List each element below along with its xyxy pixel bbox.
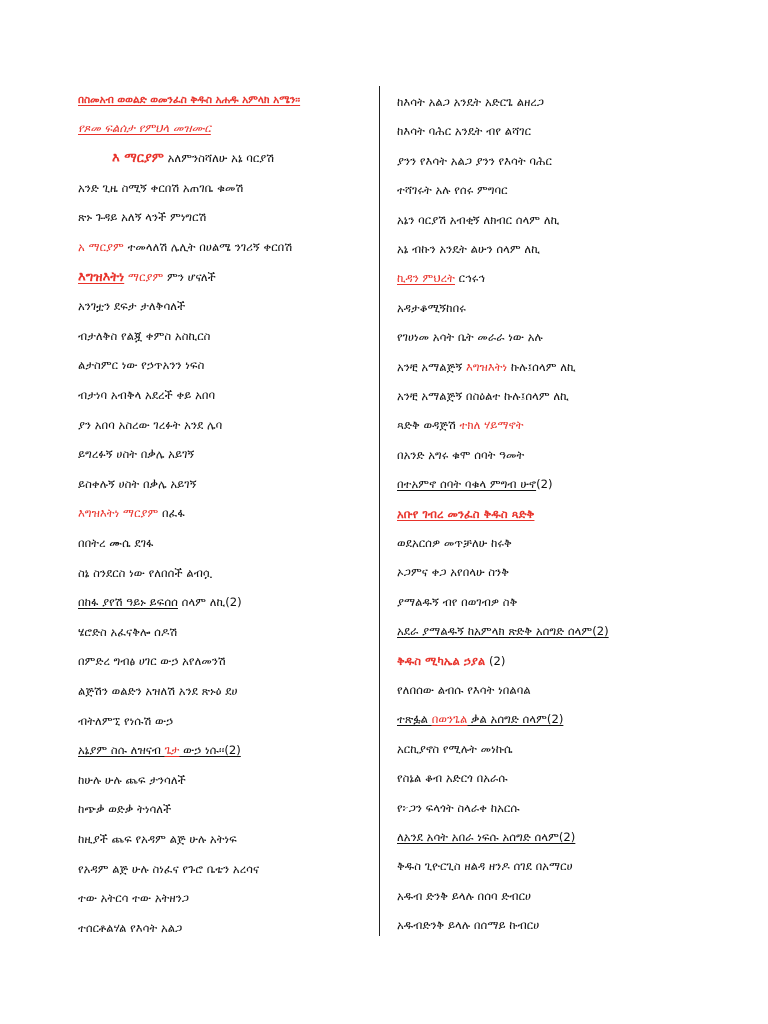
- verse-text: በበትረ ሙሴ ደገፋ: [78, 536, 154, 550]
- verse-line: [78, 801, 171, 817]
- verse-line: [397, 829, 575, 845]
- verse-text: ለአንደ አሳት አበራ ነፍሱ አሰግድ ሰላም(2): [397, 830, 576, 844]
- verse-line: [397, 506, 534, 522]
- verse-line: [78, 239, 292, 255]
- verse-line: [78, 476, 197, 492]
- verse-line: [78, 209, 206, 225]
- verse-text: ያማልዱኝ ብየ በወገብዎ ስቅ: [397, 594, 518, 609]
- verse-line: [78, 269, 216, 286]
- verse-text: ጌታ: [164, 743, 180, 758]
- verse-text: ርኅሩኅ: [455, 271, 485, 286]
- verse-line: [78, 417, 222, 433]
- verse-text: የጾመ ፍልሰታ የምህላ መዝሙር: [78, 120, 211, 135]
- verse-text: ኦጋምና ቀጋ አየበላሁ ስንቅ: [397, 565, 509, 580]
- verse-text: አኔያም ስሱ ለዝናብ: [78, 743, 165, 758]
- verse-text: ውኃ ነሱ፡፡(2): [179, 743, 241, 758]
- verse-text: ተመላለሽ ሌሊት በሀልሜ ንገሪኝ ቀርበሽ: [123, 240, 293, 254]
- verse-text: በከፋ ያየሽ ዓይኑ ይፍሰሰ: [78, 595, 178, 610]
- verse-text: ተሻገሩት አሉ የሰሩ ምግባር: [397, 183, 508, 198]
- verse-text: የአዳም ልጅ ሁሉ ስነፈና የጉሮ ቤቴን አረሳና: [78, 861, 260, 876]
- verse-line: [397, 711, 563, 727]
- verse-text: ሄሮድስ አፈናቅሎ ሰዶሽ: [78, 624, 178, 639]
- verse-text: እግዝእትነ: [78, 269, 125, 285]
- verse-line: [397, 241, 540, 257]
- verse-text: በፈፋ: [158, 506, 185, 521]
- verse-text: አዱብድንቅ ይላሉ በሰማይ ኩብርሀ: [397, 918, 540, 933]
- verse-text: አዳታቆሚኝከበሩ: [397, 300, 466, 315]
- verse-text: ልጅሽን ወልድን አዝለሽ አንደ ጽኑዕ ደሀ: [78, 684, 238, 698]
- verse-text: የ፦ጋን ፍላጎት ስላራቀ ከአርሱ: [397, 800, 520, 815]
- verse-text: የለበሰው ልብሱ የእሳት ነበልባል: [397, 683, 531, 697]
- verse-line: [397, 329, 543, 345]
- verse-line: [397, 447, 524, 463]
- verse-text: በወንጌል: [431, 712, 468, 727]
- verse-line: [397, 476, 553, 492]
- verse-line: [397, 300, 466, 316]
- verse-text: ይግረፉኝ ሀስት በቃሌ አይገኝ: [78, 447, 195, 462]
- verse-line: [78, 653, 226, 669]
- verse-text: አርኪያኖስ የሚሉት መነኩሴ: [397, 741, 513, 756]
- verse-text: አደራ ያማልዱኝ ከአምላክ ጽድቅ አሰግድ ሰላም(2): [397, 624, 609, 639]
- verse-line: [397, 770, 508, 786]
- verse-line: [397, 270, 485, 286]
- verse-text: አኔን ባርያሽ አብቂኝ ለክብር ሰላም ለኪ: [397, 212, 560, 227]
- verse-text: እ ማርያም: [112, 151, 164, 167]
- verse-line: [78, 890, 189, 906]
- verse-line: [78, 742, 241, 758]
- verse-line: [397, 123, 531, 139]
- verse-text: ተጽፏል: [397, 712, 432, 727]
- verse-line: [78, 505, 185, 521]
- verse-text: ተሰርቶልሃል የእሳት አልጋ: [78, 920, 183, 935]
- verse-line: [397, 858, 573, 874]
- verse-text: ልታስምር ነው የኃጥአንን ነፍስ: [78, 358, 205, 373]
- verse-text: ሰላም ለኪ(2): [177, 595, 242, 610]
- verse-text: (2): [485, 653, 506, 668]
- verse-text: ማርያም: [124, 269, 164, 284]
- verse-text: አቡየ ገብረ መንፈስ ቅዱስ ጻድቅ: [397, 506, 535, 521]
- verse-text: የስኔል ቆብ አድርጎ በአራሱ: [397, 771, 508, 786]
- verse-line: [78, 772, 186, 788]
- verse-line: [78, 713, 173, 729]
- verse-text: በተአምኖ ሰባት ባቁላ ምግብ ሁኖ: [397, 477, 537, 492]
- verse-line: [78, 920, 182, 936]
- verse-text: ከእሳት አልጋ አንዴት አድርጌ ልዘረጋ: [397, 95, 545, 109]
- verse-text: ከጭቃ ወድቃ ትነሳለች: [78, 802, 172, 817]
- verse-text: ጽኑ ጉዳይ አለኝ ላንች ምነግርሽ: [78, 210, 207, 225]
- verse-text: ተው አትርሳ ተው አትዘንጋ: [78, 891, 189, 906]
- column-divider: [379, 86, 380, 936]
- verse-line: [78, 387, 215, 403]
- verse-text: አዱብ ድንቅ ይላሉ በሰባ ድብርሀ: [397, 888, 532, 903]
- verse-line: [78, 446, 194, 462]
- verse-line: [78, 180, 243, 196]
- verse-text: (2): [536, 477, 553, 492]
- verse-line: [78, 594, 242, 610]
- verse-text: በምድረ ግብፅ ሀገር ውኃ አየለመንሽ: [78, 654, 226, 669]
- verse-text: በስመአብ ወወልድ ወመንፈስ ቅዱስ አሐዱ አምላክ አሜን፡፡: [78, 94, 301, 106]
- verse-line: [397, 564, 509, 580]
- verse-text: የገሀነመ አሳት ቤት መራራ ነው አሉ: [397, 330, 543, 345]
- verse-line: [78, 120, 211, 136]
- verse-text: ቅዱስ ሚካኤል ኃያል: [397, 653, 486, 668]
- verse-text: አንገቷን ደፍታ ታለቅሳለች: [78, 299, 186, 314]
- verse-line: [78, 861, 259, 877]
- verse-text: ወደአርሰዎ መጥቻለሁ ከሩቅ: [397, 536, 512, 550]
- verse-line: [78, 298, 185, 314]
- verse-line: [397, 800, 520, 816]
- verse-line: [397, 888, 531, 904]
- verse-text: ብታለቅስ የልጇ ቀምስ አስኪርስ: [78, 328, 211, 343]
- verse-text: እግዝእትነ ማርያም: [78, 506, 159, 521]
- verse-line: [397, 94, 544, 110]
- verse-line: [397, 182, 508, 198]
- verse-line: [78, 535, 153, 551]
- verse-line: [397, 388, 569, 404]
- verse-text: ከዚያች ጨፍ የአዳም ልጅ ሁሉ አትነፍ: [78, 832, 237, 846]
- verse-text: ቅዱስ ጊዮርጊስ ዘልዳ ዘንዶ ሰገደ በአማርሀ: [397, 859, 573, 874]
- verse-text: ኪዳን ምህረት: [397, 271, 455, 286]
- verse-text: አለምንስሻለሁ አኔ ባርያሽ: [163, 151, 275, 166]
- verse-line: [78, 91, 300, 108]
- verse-line: [78, 831, 237, 847]
- verse-text: ከእሳት ባሕር አንዴት ብየ ልሻገር: [397, 124, 532, 139]
- verse-line: [397, 653, 505, 669]
- verse-text: እግዝእትነ: [465, 359, 508, 374]
- verse-line: [397, 417, 524, 433]
- verse-line: [78, 683, 238, 699]
- verse-line: [397, 153, 552, 169]
- verse-text: ብታነባ አብቅላ አደረች ቀይ አበባ: [78, 388, 216, 402]
- verse-text: ቃል አሰግድ ሰላም(2): [467, 712, 564, 727]
- verse-line: [397, 682, 531, 698]
- verse-line: [397, 623, 609, 639]
- verse-text: ያንን የእሳት አልጋ ያንን የእሳት ባሕር: [397, 153, 552, 168]
- verse-line: [78, 624, 177, 640]
- verse-line: [397, 535, 512, 551]
- verse-text: ይስቀሉኝ ሀስት በቃሌ አይገኝ: [78, 476, 197, 491]
- verse-text: በአንድ አግሩ ቁሞ ሰባት ዓመት: [397, 447, 525, 462]
- verse-text: ስኔ ስንደርስ ነው የለበሰች ልብሷ: [78, 565, 213, 580]
- verse-text: አ ማርያም: [78, 240, 124, 254]
- verse-text: ኩሉ፤ሰላም ለኪ: [507, 359, 576, 374]
- verse-line: [78, 565, 212, 581]
- verse-line: [397, 594, 517, 610]
- verse-text: አንቺ አማልጅኝ በስዕልተ ኩሉ፤ሰላም ለኪ: [397, 389, 569, 403]
- verse-text: አኔ ብኩን አንዴት ልሁን ሰላም ለኪ: [397, 242, 540, 256]
- verse-text: ከሁሉ ሁሉ ጨፍ ታንሳለች: [78, 772, 186, 787]
- verse-text: ጻድቅ ወዳጅሽ: [397, 418, 460, 433]
- verse-text: አንቺ አማልጅኝ: [397, 359, 466, 374]
- verse-line: [397, 917, 539, 933]
- verse-text: አንድ ጊዜ ስሚኝ ቀርበሽ አጠገቤ ቁመሽ: [78, 180, 244, 195]
- verse-text: ተክለ ሃይማኖት: [459, 418, 524, 433]
- verse-line: [397, 212, 559, 228]
- verse-line: [397, 359, 576, 375]
- verse-line: [112, 150, 274, 167]
- verse-line: [78, 357, 204, 373]
- verse-line: [397, 741, 513, 757]
- verse-text: ብትለምኚ የነሱሽ ውኃ: [78, 713, 174, 728]
- verse-text: ምን ሆናለች: [163, 269, 216, 284]
- verse-line: [78, 328, 210, 344]
- verse-text: ያን አበባ አስረው ገረፉት አንደ ሌባ: [78, 417, 223, 432]
